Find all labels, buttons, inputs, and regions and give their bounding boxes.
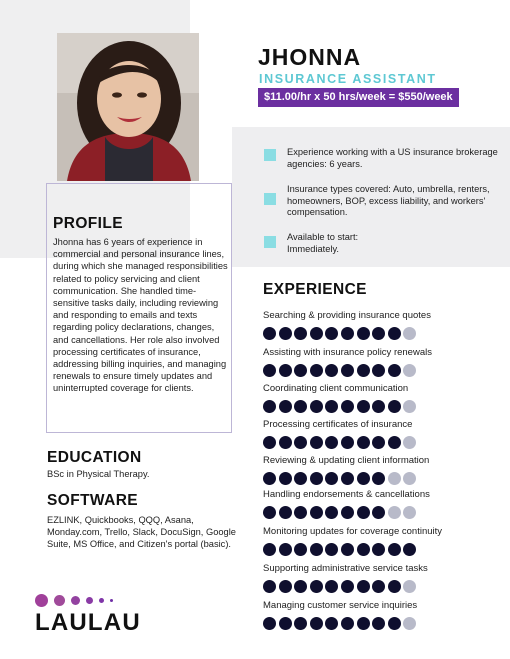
rating-dot-filled	[325, 327, 338, 340]
rating-dot-filled	[310, 506, 323, 519]
rating-dot-filled	[357, 436, 370, 449]
rating-dot-filled	[279, 506, 292, 519]
portrait-image	[57, 33, 199, 181]
rating-dot-filled	[325, 543, 338, 556]
skill-label: Searching & providing insurance quotes	[263, 310, 431, 321]
rating-dot-filled	[341, 506, 354, 519]
rating-dot-filled	[279, 436, 292, 449]
rating-dot-filled	[372, 327, 385, 340]
rating-dot-filled	[325, 617, 338, 630]
skill-rating	[263, 436, 503, 449]
skill-row	[263, 526, 503, 556]
rating-dot-filled	[279, 472, 292, 485]
rating-dot-filled	[341, 364, 354, 377]
rating-dot-filled	[310, 617, 323, 630]
rating-dot-filled	[357, 617, 370, 630]
profile-photo	[57, 33, 199, 181]
rating-dot-filled	[263, 400, 276, 413]
skill-label: Assisting with insurance policy renewals	[263, 347, 432, 358]
rating-dot-filled	[357, 543, 370, 556]
rating-dot-filled	[294, 580, 307, 593]
education-text: BSc in Physical Therapy.	[47, 469, 150, 479]
skill-label: Reviewing & updating client information	[263, 455, 430, 466]
rating-dot-filled	[357, 400, 370, 413]
rating-dot-empty	[403, 400, 416, 413]
rating-dot-filled	[279, 400, 292, 413]
highlight-text: Available to start: Immediately.	[287, 232, 359, 254]
highlight-item	[264, 232, 377, 255]
rating-dot-filled	[341, 580, 354, 593]
rating-dot-filled	[388, 436, 401, 449]
rating-dot-empty	[403, 436, 416, 449]
education-heading: EDUCATION	[47, 449, 142, 466]
rating-dot-filled	[294, 472, 307, 485]
rating-dot-filled	[294, 327, 307, 340]
skill-row	[263, 600, 503, 630]
rating-dot-filled	[325, 364, 338, 377]
skill-row	[263, 347, 503, 377]
rating-dot-filled	[294, 436, 307, 449]
rating-dot-filled	[341, 436, 354, 449]
rating-dot-filled	[263, 617, 276, 630]
skill-label: Supporting administrative service tasks	[263, 563, 428, 574]
skill-rating	[263, 400, 503, 413]
rating-dot-filled	[372, 436, 385, 449]
rating-dot-filled	[325, 580, 338, 593]
rating-dot-filled	[372, 400, 385, 413]
rating-dot-filled	[263, 580, 276, 593]
rating-dot-filled	[325, 472, 338, 485]
rating-dot-filled	[310, 327, 323, 340]
skill-label: Handling endorsements & cancellations	[263, 489, 430, 500]
rating-dot-filled	[310, 436, 323, 449]
skill-label: Processing certificates of insurance	[263, 419, 413, 430]
rating-dot-filled	[279, 327, 292, 340]
highlight-text: Insurance types covered: Auto, umbrella, renters, homeowners, BOP, excess liability, and workers' compensation.	[287, 184, 490, 217]
rating-dot-filled	[372, 580, 385, 593]
skill-rating	[263, 327, 503, 340]
rating-dot-filled	[388, 400, 401, 413]
rate-badge: $11.00/hr x 50 hrs/week = $550/week	[258, 88, 459, 107]
skill-row	[263, 563, 503, 593]
rating-dot-filled	[341, 472, 354, 485]
square-bullet-icon	[264, 193, 276, 205]
logo-wordmark: LAULAU	[35, 609, 141, 636]
highlight-item	[264, 184, 499, 219]
candidate-title: INSURANCE ASSISTANT	[259, 72, 437, 86]
skill-rating	[263, 580, 503, 593]
rating-dot-empty	[403, 506, 416, 519]
profile-heading: PROFILE	[53, 215, 123, 232]
rating-dot-filled	[388, 580, 401, 593]
skill-rating	[263, 364, 503, 377]
rating-dot-empty	[403, 327, 416, 340]
highlight-text: Experience working with a US insurance brokerage agencies: 6 years.	[287, 147, 498, 169]
rating-dot-filled	[294, 506, 307, 519]
rating-dot-filled	[294, 364, 307, 377]
rating-dot-filled	[341, 543, 354, 556]
experience-heading: EXPERIENCE	[263, 281, 367, 298]
skill-row	[263, 489, 503, 519]
rating-dot-filled	[325, 506, 338, 519]
rating-dot-filled	[341, 400, 354, 413]
software-heading: SOFTWARE	[47, 492, 139, 509]
rating-dot-filled	[357, 364, 370, 377]
rating-dot-filled	[388, 543, 401, 556]
rating-dot-filled	[372, 506, 385, 519]
rating-dot-filled	[357, 506, 370, 519]
rating-dot-empty	[403, 364, 416, 377]
skill-row	[263, 419, 503, 449]
rating-dot-filled	[310, 543, 323, 556]
rating-dot-empty	[388, 506, 401, 519]
skill-row	[263, 310, 503, 340]
rating-dot-filled	[310, 400, 323, 413]
rating-dot-filled	[372, 472, 385, 485]
skill-rating	[263, 506, 503, 519]
rating-dot-filled	[263, 364, 276, 377]
rating-dot-filled	[372, 543, 385, 556]
skill-rating	[263, 472, 503, 485]
rating-dot-filled	[263, 543, 276, 556]
rating-dot-filled	[403, 543, 416, 556]
rating-dot-filled	[263, 327, 276, 340]
rating-dot-filled	[279, 364, 292, 377]
rating-dot-empty	[403, 472, 416, 485]
software-text: EZLINK, Quickbooks, QQQ, Asana, Monday.com, Trello, Slack, DocuSign, Google Suite, MS Office, and Citizen's portal (basic).	[47, 515, 236, 550]
rating-dot-filled	[279, 617, 292, 630]
rating-dot-filled	[372, 364, 385, 377]
rating-dot-filled	[263, 506, 276, 519]
skill-row	[263, 383, 503, 413]
logo-dots-icon	[35, 594, 119, 607]
rating-dot-filled	[357, 580, 370, 593]
rating-dot-filled	[263, 472, 276, 485]
skill-label: Monitoring updates for coverage continuity	[263, 526, 443, 537]
rating-dot-filled	[325, 400, 338, 413]
rating-dot-filled	[325, 436, 338, 449]
rating-dot-empty	[388, 472, 401, 485]
rating-dot-empty	[403, 580, 416, 593]
rating-dot-filled	[310, 364, 323, 377]
rating-dot-filled	[294, 543, 307, 556]
rating-dot-filled	[357, 327, 370, 340]
rating-dot-empty	[403, 617, 416, 630]
square-bullet-icon	[264, 149, 276, 161]
highlight-item	[264, 147, 499, 170]
square-bullet-icon	[264, 236, 276, 248]
rating-dot-filled	[310, 580, 323, 593]
skill-rating	[263, 617, 503, 630]
rating-dot-filled	[294, 400, 307, 413]
rating-dot-filled	[279, 580, 292, 593]
candidate-name: JHONNA	[258, 44, 362, 70]
rating-dot-filled	[388, 327, 401, 340]
rating-dot-filled	[341, 327, 354, 340]
skill-label: Managing customer service inquiries	[263, 600, 418, 611]
skill-label: Coordinating client communication	[263, 383, 409, 394]
rating-dot-filled	[372, 617, 385, 630]
rating-dot-filled	[263, 436, 276, 449]
rating-dot-filled	[310, 472, 323, 485]
skill-row	[263, 455, 503, 485]
rating-dot-filled	[388, 617, 401, 630]
skill-rating	[263, 543, 503, 556]
rating-dot-filled	[357, 472, 370, 485]
rating-dot-filled	[294, 617, 307, 630]
rating-dot-filled	[388, 364, 401, 377]
rating-dot-filled	[279, 543, 292, 556]
profile-text: Jhonna has 6 years of experience in commercial and personal insurance lines, during which she managed responsibilities related to policy servicing and client communication. She handled time-sensitive tasks daily, including reviewing and responding to emails and texts regarding policy declarations, changes, and cancellations. Her role also involved processing certificates of insurance, addressing billing inquiries, and managing renewals to ensure timely updates and uninterrupted coverage for clients.	[53, 237, 228, 394]
rating-dot-filled	[341, 617, 354, 630]
